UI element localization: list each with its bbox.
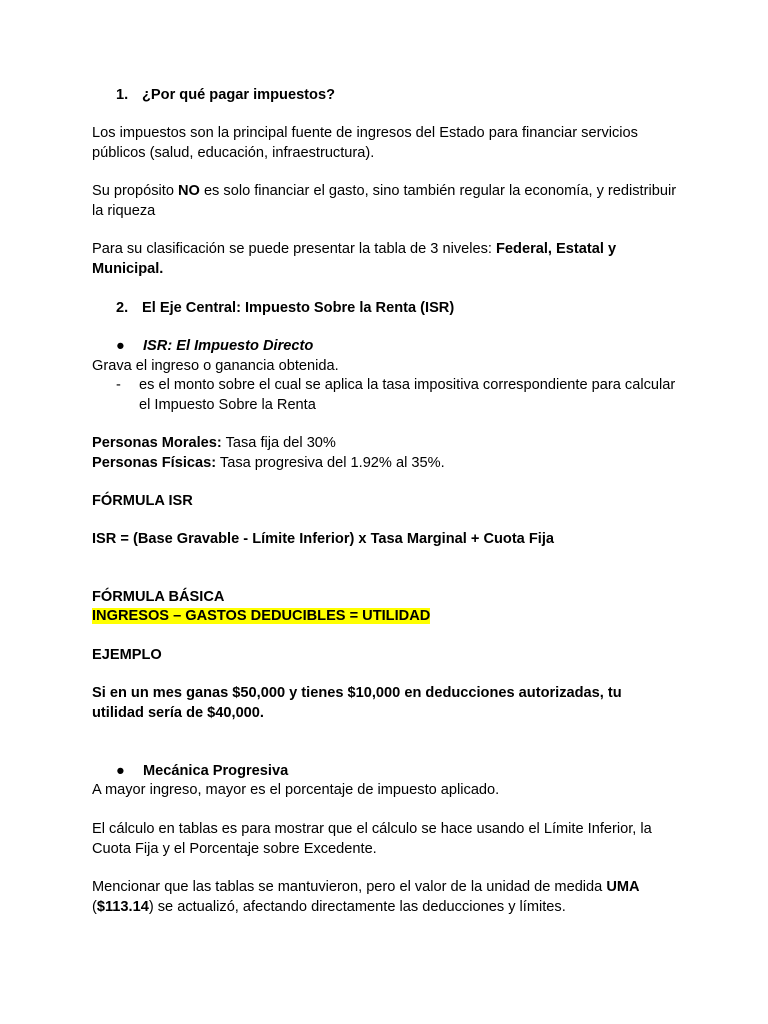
text-run: es solo financiar el gasto, sino también regular la economía, y redistribuir la riqueza xyxy=(92,183,677,219)
bold-run: NO xyxy=(178,183,200,199)
section-2-title: El Eje Central: Impuesto Sobre la Renta (ISR) xyxy=(142,300,455,316)
paragraph-classification xyxy=(92,240,682,279)
paragraph-grava: Grava el ingreso o ganancia obtenida. xyxy=(92,358,339,374)
section-1-heading xyxy=(116,86,706,106)
bullet-title-mecanica: Mecánica Progresiva xyxy=(143,763,289,779)
dash-item-text: es el monto sobre el cual se aplica la tasa impositiva correspondiente para calcular el Impuesto Sobre la Renta xyxy=(139,377,676,413)
paragraph-mayor-ingreso: A mayor ingreso, mayor es el porcentaje de impuesto aplicado. xyxy=(92,782,500,798)
formula-basic-title: FÓRMULA BÁSICA xyxy=(92,589,225,605)
bullet-icon: ● xyxy=(116,763,125,779)
section-2-heading xyxy=(116,299,706,319)
paragraph-not-only xyxy=(92,182,682,221)
label-personas-morales: Personas Morales: xyxy=(92,435,222,451)
dash-icon: - xyxy=(116,377,121,393)
highlighted-formula: INGRESOS – GASTOS DEDUCIBLES = UTILIDAD xyxy=(92,608,431,624)
example-title: EJEMPLO xyxy=(92,647,162,663)
bullet-icon: ● xyxy=(116,338,125,354)
formula-basic xyxy=(92,607,682,627)
text-run: Para su clasificación se puede presentar la tabla de 3 niveles: xyxy=(92,241,497,257)
section-1-number: 1. xyxy=(116,87,129,103)
formula-isr-title: FÓRMULA ISR xyxy=(92,493,193,509)
text-run: Su propósito xyxy=(92,183,178,199)
label-personas-fisicas: Personas Físicas: xyxy=(92,455,217,471)
bold-run: UMA xyxy=(606,879,640,895)
paragraph-personas-morales xyxy=(92,434,682,454)
text-run: ( xyxy=(92,898,97,915)
formula-isr: ISR = (Base Gravable - Límite Inferior) x Tasa Marginal + Cuota Fija xyxy=(92,531,554,547)
paragraph-taxes-purpose: Los impuestos son la principal fuente de ingresos del Estado para financiar servicios públicos (salud, educación, infraestructura). xyxy=(92,125,638,161)
text-run: Tasa progresiva del 1.92% al 35%. xyxy=(216,455,445,471)
text-run: Mencionar que las tablas se mantuvieron, pero el valor de la unidad de medida xyxy=(92,879,607,895)
section-2-number: 2. xyxy=(116,300,129,316)
bold-run: $113.14 xyxy=(96,898,149,915)
example-text: Si en un mes ganas $50,000 y tienes $10,000 en deducciones autorizadas, tu utilidad sería de $40,000. xyxy=(92,685,622,721)
text-run: ) se actualizó, afectando directamente las deducciones y límites. xyxy=(148,898,566,915)
paragraph-personas-fisicas xyxy=(92,454,682,474)
bold-run: Federal, Estatal y Municipal. xyxy=(92,241,617,277)
paragraph-uma xyxy=(92,878,682,917)
section-1-title: ¿Por qué pagar impuestos? xyxy=(142,87,335,103)
bullet-title-isr: ISR: El Impuesto Directo xyxy=(143,338,314,354)
paragraph-calculo-tablas: El cálculo en tablas es para mostrar que el cálculo se hace usando el Límite Inferior, la Cuota Fija y el Porcentaje sobre Excedente. xyxy=(92,821,652,857)
text-run: Tasa fija del 30% xyxy=(221,435,336,451)
